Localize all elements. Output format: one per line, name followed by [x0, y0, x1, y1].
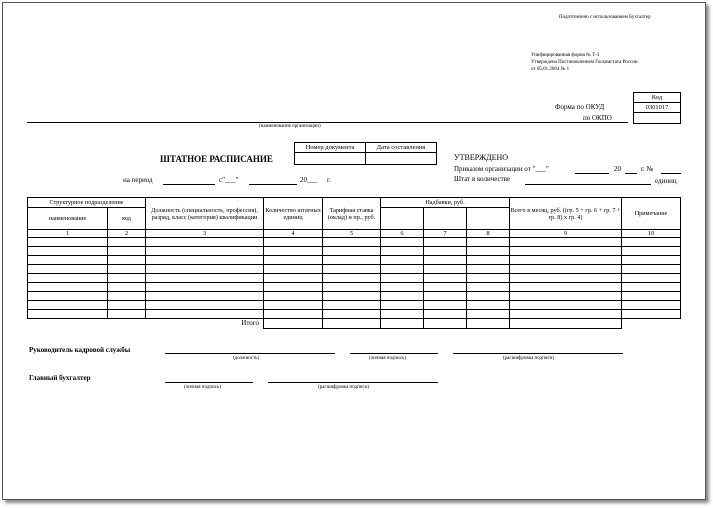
column-number: 4: [264, 230, 323, 238]
header-tariff-rate: Тарифная ставка (оклад) и пр., руб.: [323, 198, 381, 230]
table-cell: [424, 301, 467, 310]
okud-value: 0301017: [634, 103, 681, 113]
hr-signature-line: [350, 353, 438, 354]
hr-position-caption: (должность): [233, 356, 260, 361]
staff-count-line: [525, 184, 651, 185]
table-row: [28, 274, 681, 283]
order-number-line: [661, 173, 681, 174]
document-date-header: Дата составления: [366, 143, 437, 153]
table-cell: [467, 247, 510, 256]
column-number: 7: [424, 230, 467, 238]
table-cell: [424, 265, 467, 274]
okpo-label: по ОКПО: [583, 114, 612, 122]
table-cell: [323, 265, 381, 274]
table-cell: [146, 292, 264, 301]
table-cell: [108, 301, 146, 310]
hr-decoding-line: [453, 353, 623, 354]
approved-order-line: Приказом организации от "___": [454, 165, 549, 173]
table-row: [28, 283, 681, 292]
document-number-header: Номер документа: [295, 143, 366, 153]
table-row: [28, 247, 681, 256]
table-cell: [108, 292, 146, 301]
total-allowance-1-cell: [381, 319, 424, 329]
order-month-line: [575, 173, 609, 174]
table-cell: [264, 274, 323, 283]
column-number: 6: [381, 230, 424, 238]
table-cell: [108, 256, 146, 265]
table-cell: [622, 238, 681, 247]
period-from: с"___": [219, 176, 239, 184]
organization-name-line: [27, 122, 628, 123]
table-cell: [108, 247, 146, 256]
table-cell: [28, 301, 108, 310]
table-cell: [381, 310, 424, 319]
table-cell: [108, 265, 146, 274]
document-page: [2, 2, 706, 500]
table-cell: [467, 274, 510, 283]
column-number: 9: [510, 230, 622, 238]
okud-label: Форма по ОКУД: [555, 103, 605, 111]
table-cell: [424, 310, 467, 319]
approved-order-year: 20: [614, 165, 621, 173]
column-number: 2: [108, 230, 146, 238]
table-cell: [28, 247, 108, 256]
column-numbers-row: [28, 230, 681, 238]
okpo-value: [634, 113, 681, 124]
table-cell: [467, 265, 510, 274]
header-unit-code: код: [108, 208, 146, 230]
table-cell: [264, 256, 323, 265]
table-cell: [108, 274, 146, 283]
header-allowance-3: [467, 208, 510, 230]
form-info-line-1: Унифицированная форма № Т-3: [531, 53, 600, 58]
table-cell: [323, 238, 381, 247]
table-cell: [28, 274, 108, 283]
period-from-line: [163, 184, 215, 185]
period-prefix: на период: [123, 176, 153, 184]
approved-title: УТВЕРЖДЕНО: [454, 153, 509, 162]
table-cell: [510, 238, 622, 247]
table-cell: [28, 265, 108, 274]
table-cell: [323, 292, 381, 301]
table-cell: [510, 301, 622, 310]
table-row: [28, 256, 681, 265]
document-number-value: [295, 153, 366, 165]
period-year-suffix: г.: [327, 176, 331, 184]
table-row: [28, 238, 681, 247]
accountant-decoding-caption: (расшифровка подписи): [318, 385, 370, 390]
header-structural-unit: Структурное подразделение: [28, 198, 146, 208]
table-cell: [381, 283, 424, 292]
total-row: [28, 319, 681, 329]
table-cell: [323, 256, 381, 265]
table-cell: [467, 301, 510, 310]
period-year: 20___: [300, 176, 318, 184]
codes-header: Код: [634, 93, 681, 103]
hr-position-line: [165, 353, 335, 354]
table-cell: [622, 301, 681, 310]
table-cell: [146, 238, 264, 247]
table-cell: [264, 310, 323, 319]
table-cell: [264, 283, 323, 292]
table-cell: [467, 256, 510, 265]
total-label: Итого: [241, 319, 259, 328]
table-cell: [381, 247, 424, 256]
approved-order-number: г. №: [641, 165, 654, 173]
table-cell: [323, 283, 381, 292]
staff-count-suffix: единиц: [655, 177, 677, 185]
table-cell: [28, 310, 108, 319]
table-cell: [622, 265, 681, 274]
table-cell: [323, 247, 381, 256]
column-number: 10: [622, 230, 681, 238]
table-cell: [510, 292, 622, 301]
column-number: 8: [467, 230, 510, 238]
table-cell: [424, 292, 467, 301]
table-cell: [108, 238, 146, 247]
table-cell: [622, 274, 681, 283]
table-cell: [146, 265, 264, 274]
header-total-monthly: Всего в месяц, руб. ((гр. 5 + гр. 6 + гр. 7 + гр. 8) х гр. 4): [510, 198, 622, 230]
table-cell: [510, 274, 622, 283]
table-cell: [510, 247, 622, 256]
table-cell: [28, 238, 108, 247]
table-cell: [424, 256, 467, 265]
table-cell: [108, 283, 146, 292]
table-cell: [467, 310, 510, 319]
total-allowance-2-cell: [424, 319, 467, 329]
accountant-decoding-line: [268, 382, 438, 383]
table-cell: [264, 238, 323, 247]
document-title: ШТАТНОЕ РАСПИСАНИЕ: [160, 154, 273, 164]
header-allowances: Надбавки, руб.: [381, 198, 510, 208]
accountant-signature-line: [165, 382, 253, 383]
table-cell: [146, 256, 264, 265]
header-unit-name: наименование: [28, 208, 108, 230]
table-cell: [622, 256, 681, 265]
hr-signature-caption: (личная подпись): [369, 356, 406, 361]
table-cell: [510, 283, 622, 292]
table-cell: [146, 301, 264, 310]
header-staff-count: Количество штатных единиц: [264, 198, 323, 230]
table-cell: [28, 283, 108, 292]
total-note-blank: [622, 319, 681, 329]
table-cell: [264, 247, 323, 256]
table-cell: [510, 256, 622, 265]
table-cell: [424, 238, 467, 247]
table-cell: [510, 310, 622, 319]
table-cell: [323, 310, 381, 319]
table-cell: [264, 292, 323, 301]
prepared-note: Подготовлено с использованием Бухгалтер: [559, 15, 651, 20]
table-cell: [381, 292, 424, 301]
codes-table: [633, 92, 681, 124]
table-cell: [622, 292, 681, 301]
table-cell: [622, 247, 681, 256]
column-number: 1: [28, 230, 108, 238]
column-number: 3: [146, 230, 264, 238]
organization-caption: (наименование организации): [259, 124, 321, 129]
total-allowance-3-cell: [467, 319, 510, 329]
table-cell: [381, 265, 424, 274]
table-cell: [424, 283, 467, 292]
header-position: Должность (специальность, профессия), разряд, класс (категория) квалификации: [146, 198, 264, 230]
table-cell: [622, 310, 681, 319]
table-cell: [323, 274, 381, 283]
staff-count-prefix: Штат в количестве: [454, 175, 511, 183]
table-cell: [264, 265, 323, 274]
period-month-line: [249, 184, 297, 185]
table-cell: [622, 283, 681, 292]
table-cell: [28, 256, 108, 265]
table-row: [28, 292, 681, 301]
form-info-line-3: от 05.01.2004 № 1: [531, 67, 570, 72]
document-date-value: [366, 153, 437, 165]
table-cell: [146, 247, 264, 256]
form-info-line-2: Утверждена Постановлением Госкомстата России: [531, 60, 638, 65]
table-cell: [146, 310, 264, 319]
table-cell: [467, 292, 510, 301]
table-cell: [28, 292, 108, 301]
table-row: [28, 301, 681, 310]
table-cell: [467, 238, 510, 247]
table-row: [28, 265, 681, 274]
header-allowance-1: [381, 208, 424, 230]
accountant-signature-caption: (личная подпись): [184, 385, 221, 390]
table-cell: [424, 274, 467, 283]
hr-decoding-caption: (расшифровка подписи): [503, 356, 555, 361]
header-note: Примечание: [622, 198, 681, 230]
table-cell: [264, 301, 323, 310]
table-cell: [108, 310, 146, 319]
total-rate-cell: [323, 319, 381, 329]
hr-head-label: Руководитель кадровой службы: [29, 346, 131, 354]
table-cell: [424, 247, 467, 256]
table-cell: [381, 274, 424, 283]
table-cell: [467, 283, 510, 292]
table-cell: [146, 283, 264, 292]
column-number: 5: [323, 230, 381, 238]
total-count-cell: [264, 319, 323, 329]
table-body: [28, 238, 681, 319]
document-number-date-table: [294, 142, 437, 165]
total-monthly-cell: [510, 319, 622, 329]
table-cell: [381, 238, 424, 247]
table-cell: [146, 274, 264, 283]
header-allowance-2: [424, 208, 467, 230]
table-row: [28, 310, 681, 319]
table-cell: [323, 301, 381, 310]
table-cell: [381, 301, 424, 310]
table-cell: [381, 256, 424, 265]
order-year-line: [625, 173, 637, 174]
chief-accountant-label: Главный бухгалтер: [29, 374, 91, 382]
staffing-table: [27, 197, 681, 329]
table-cell: [510, 265, 622, 274]
